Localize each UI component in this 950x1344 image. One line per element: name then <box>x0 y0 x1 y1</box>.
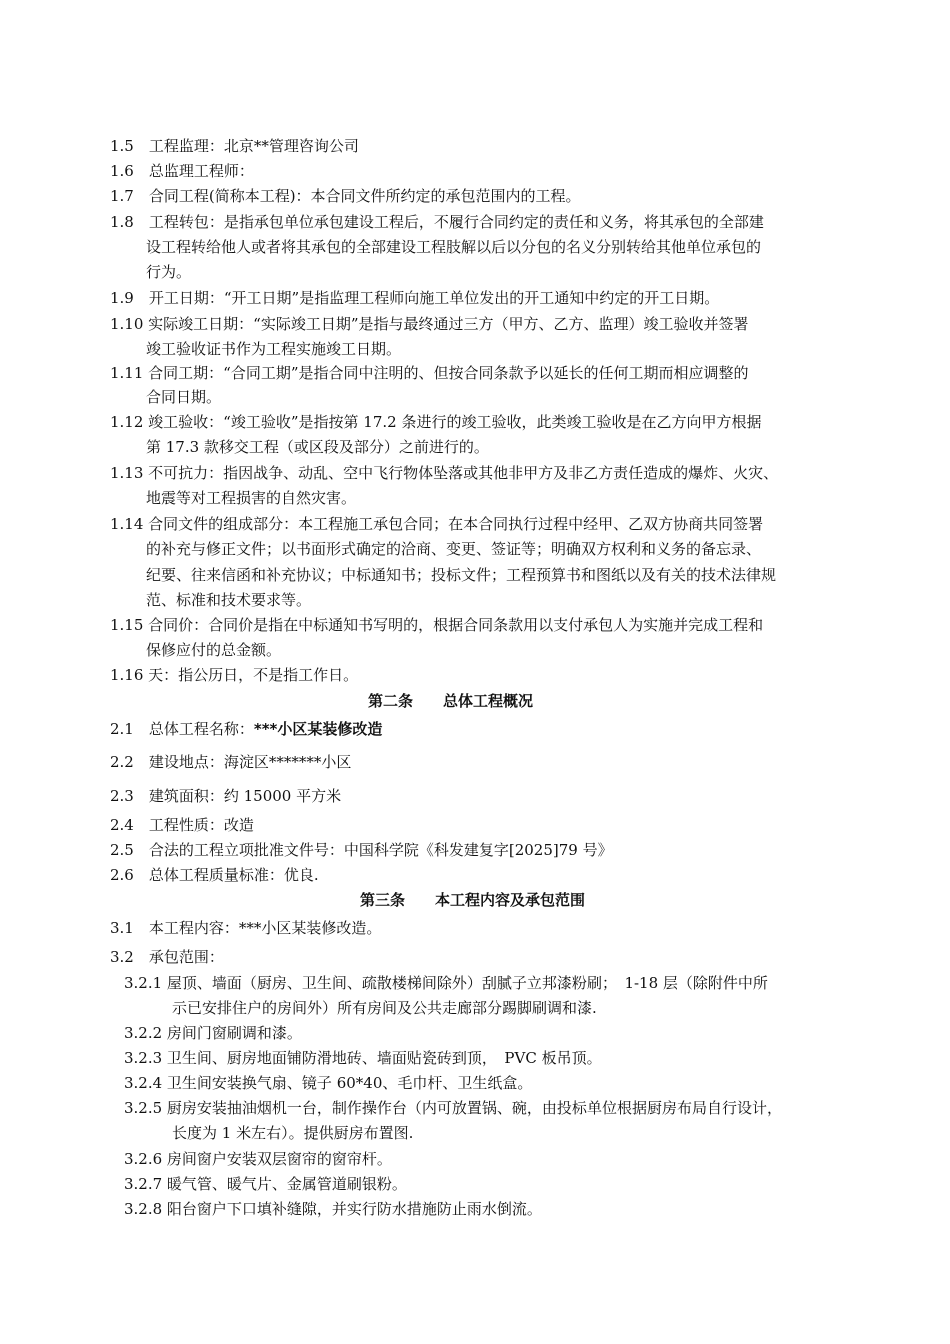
clause-3-2-4: 3.2.4 卫生间安装换气扇、镜子 60*40、毛巾杆、卫生纸盒。 <box>124 1074 533 1092</box>
clause-3-2-1: 3.2.1 屋顶、墙面（厨房、卫生间、疏散楼梯间除外）刮腻子立邦漆粉刷； 1-18 层（除附件中所 <box>124 974 768 992</box>
clause-1-14-cont: 纪要、往来信函和补充协议；中标通知书；投标文件；工程预算书和图纸以及有关的技术法律规 <box>146 566 777 584</box>
clause-2-4: 2.4 工程性质：改造 <box>110 816 254 834</box>
clause-2-2: 2.2 建设地点：海淀区*******小区 <box>110 753 352 771</box>
clause-1-9: 1.9 开工日期：“开工日期”是指监理工程师向施工单位发出的开工通知中约定的开工日期。 <box>110 289 720 307</box>
clause-3-2-8: 3.2.8 阳台窗户下口填补缝隙，并实行防水措施防止雨水倒流。 <box>124 1200 542 1218</box>
clause-3-2-3: 3.2.3 卫生间、厨房地面铺防滑地砖、墙面贴瓷砖到顶， PVC 板吊顶。 <box>124 1049 602 1067</box>
clause-3-1: 3.1 本工程内容：***小区某装修改造。 <box>110 919 382 937</box>
clause-3-2: 3.2 承包范围： <box>110 948 224 966</box>
clause-2-1-label: 2.1 总体工程名称： <box>110 720 254 738</box>
clause-3-2-2: 3.2.2 房间门窗刷调和漆。 <box>124 1024 302 1042</box>
clause-3-2-1-cont: 示已安排住户的房间外）所有房间及公共走廊部分踢脚刷调和漆. <box>172 999 597 1017</box>
clause-1-12-cont: 第 17.3 款移交工程（或区段及部分）之前进行的。 <box>146 438 489 456</box>
clause-2-6: 2.6 总体工程质量标准：优良. <box>110 866 319 884</box>
clause-1-10-cont: 竣工验收证书作为工程实施竣工日期。 <box>146 340 402 358</box>
clause-1-5: 1.5 工程监理：北京**管理咨询公司 <box>110 137 359 155</box>
clause-1-12: 1.12 竣工验收：“竣工验收”是指按第 17.2 条进行的竣工验收，此类竣工验收是在乙方向甲方根据 <box>110 413 762 431</box>
clause-3-2-7: 3.2.7 暖气管、暖气片、金属管道刷银粉。 <box>124 1175 407 1193</box>
clause-3-2-6: 3.2.6 房间窗户安装双层窗帘的窗帘杆。 <box>124 1150 392 1168</box>
project-name: ***小区某装修改造 <box>253 720 383 738</box>
clause-3-2-5: 3.2.5 厨房安装抽油烟机一台，制作操作台（内可放置锅、碗，由投标单位根据厨房布局自行设计， <box>124 1099 782 1117</box>
clause-1-14-cont: 的补充与修正文件；以书面形式确定的洽商、变更、签证等；明确双方权利和义务的备忘录、 <box>146 540 762 558</box>
clause-1-6: 1.6 总监理工程师： <box>110 162 254 180</box>
clause-2-5: 2.5 合法的工程立项批准文件号：中国科学院《科发建复字[2025]79 号》 <box>110 841 613 859</box>
article-2-heading: 第二条 总体工程概况 <box>368 692 534 710</box>
clause-1-14: 1.14 合同文件的组成部分：本工程施工承包合同；在本合同执行过程中经甲、乙双方协商共同签署 <box>110 515 764 533</box>
clause-1-7: 1.7 合同工程(简称本工程)：本合同文件所约定的承包范围内的工程。 <box>110 187 581 205</box>
clause-1-11: 1.11 合同工期：“合同工期”是指合同中注明的、但按合同条款予以延长的任何工期而相应调整的 <box>110 364 749 382</box>
clause-1-15-cont: 保修应付的总金额。 <box>146 641 282 659</box>
clause-1-13: 1.13 不可抗力：指因战争、动乱、空中飞行物体坠落或其他非甲方及非乙方责任造成的爆炸、火灾、 <box>110 464 779 482</box>
clause-1-13-cont: 地震等对工程损害的自然灾害。 <box>146 489 357 507</box>
clause-1-10: 1.10 实际竣工日期：“实际竣工日期”是指与最终通过三方（甲方、乙方、监理）竣工验收并签署 <box>110 315 749 333</box>
clause-1-8: 1.8 工程转包：是指承包单位承包建设工程后，不履行合同约定的责任和义务，将其承包的全部建 <box>110 213 764 231</box>
clause-1-14-cont: 范、标准和技术要求等。 <box>146 591 312 609</box>
clause-1-11-cont: 合同日期。 <box>146 388 222 406</box>
clause-1-16: 1.16 天：指公历日，不是指工作日。 <box>110 666 359 684</box>
clause-2-1 <box>110 719 382 739</box>
clause-3-2-5-cont: 长度为 1 米左右）。提供厨房布置图. <box>172 1124 414 1142</box>
clause-1-15: 1.15 合同价：合同价是指在中标通知书写明的，根据合同条款用以支付承包人为实施并完成工程和 <box>110 616 764 634</box>
clause-2-3: 2.3 建筑面积：约 15000 平方米 <box>110 787 342 805</box>
clause-1-8-cont: 设工程转给他人或者将其承包的全部建设工程肢解以后以分包的名义分别转给其他单位承包的 <box>146 238 762 256</box>
article-3-heading: 第三条 本工程内容及承包范围 <box>360 891 586 909</box>
clause-1-8-cont: 行为。 <box>146 263 192 281</box>
